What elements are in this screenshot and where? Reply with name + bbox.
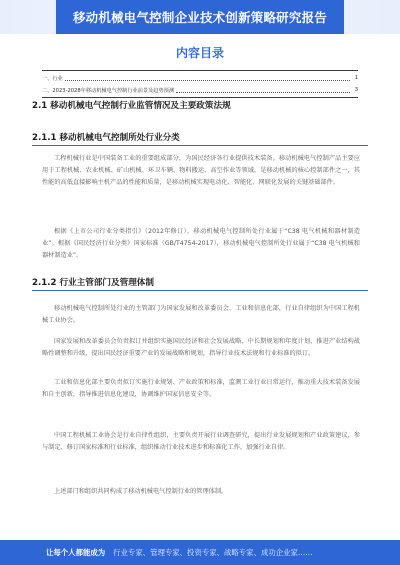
paragraph: 工业和信息化部主要负责拟订实施行业规划、产业政策和标准，监测工业行业日常运行，推动重大技术装备发展和自主创新，指导推进信息化建设，协调维护国家信息安全等。 bbox=[42, 379, 360, 398]
paragraph: 国家发展和改革委员会负责拟订并组织实施国民经济和社会发展战略、中长期规划和年度计划，推进产业结构战略性调整和升级，提出国民经济重要产业的发展战略和规划，指导行业技术法规和行业标准的拟订。 bbox=[42, 338, 360, 357]
section-underline bbox=[32, 290, 368, 291]
toc-item-1[interactable] bbox=[42, 73, 358, 83]
report-title: 移动机械电气控制企业技术创新策略研究报告 bbox=[72, 10, 327, 25]
page-footer bbox=[0, 540, 400, 565]
toc-leader-dots bbox=[176, 88, 350, 93]
toc-bottom-rule bbox=[42, 97, 358, 98]
section-heading-2-1: 2.1 移动机械电气控制行业监管情况及主要政策法规 bbox=[32, 101, 231, 111]
section-heading-2-1-2: 2.1.2 行业主管部门及管理体制 bbox=[32, 278, 154, 288]
toc-title: 内容目录 bbox=[175, 46, 224, 60]
toc-top-rule bbox=[42, 70, 358, 71]
toc-leader-dots bbox=[65, 76, 350, 81]
section-heading-2-1-1: 2.1.1 移动机械电气控制所处行业分类 bbox=[32, 133, 180, 143]
toc-item-2[interactable] bbox=[42, 85, 358, 95]
toc-item-page: 1 bbox=[354, 75, 358, 81]
footer-slogan-text: 行业专家、管理专家、投资专家、战略专家、成功企业家…… bbox=[113, 548, 313, 557]
paragraph: 根据《上市公司行业分类指引》（2012年修订），移动机械电气控制所处行业属于“C38 电气机械和器材制造业”。根据《国民经济行业分类》国家标准（GB/T4754-2017），移动机械电气控制所处行业属于“C38 电气机械和器材制造业”。 bbox=[42, 228, 360, 259]
toc-item-page: 3 bbox=[354, 87, 358, 93]
report-title-bar bbox=[56, 0, 344, 34]
toc-item-text: 一、行业 bbox=[42, 75, 63, 82]
paragraph: 上述部门和组织共同构成了移动机械电气控制行业的管理体制。 bbox=[54, 488, 228, 495]
section-underline bbox=[32, 145, 368, 146]
paragraph: 中国工程机械工业协会是行业自律性组织，主要负责开展行业调查研究，提出行业发展规划和产业政策建议，参与制定、修订国家标准和行业标准，组织推动行业技术进步和标准化工作，加强行业自律。 bbox=[42, 432, 360, 451]
paragraph: 移动机械电气控制所处行业的主管部门为国家发展和改革委员会、工业和信息化部，行业自律组织为中国工程机械工业协会。 bbox=[42, 305, 360, 324]
page-header bbox=[0, 0, 400, 34]
footer-slogan-lead: 让每个人都能成为 bbox=[46, 548, 106, 557]
toc-item-text: 二、2023-2028年移动机械电气控制行业前景及趋势预测 bbox=[42, 87, 175, 94]
paragraph: 工程机械行业是中国装备工业的重要组成部分，为国民经济各行业提供技术装备。移动机械电气控制产品主要应用于工程机械、农业机械、矿山机械、环卫车辆、物料搬运、高空作业等领域，是移动机械的核心控制部件之一，其性能的高低直接影响主机产品的性能和质量，是移动机械实现电动化、智能化、网联化发展的关键基础部件。 bbox=[42, 155, 360, 186]
